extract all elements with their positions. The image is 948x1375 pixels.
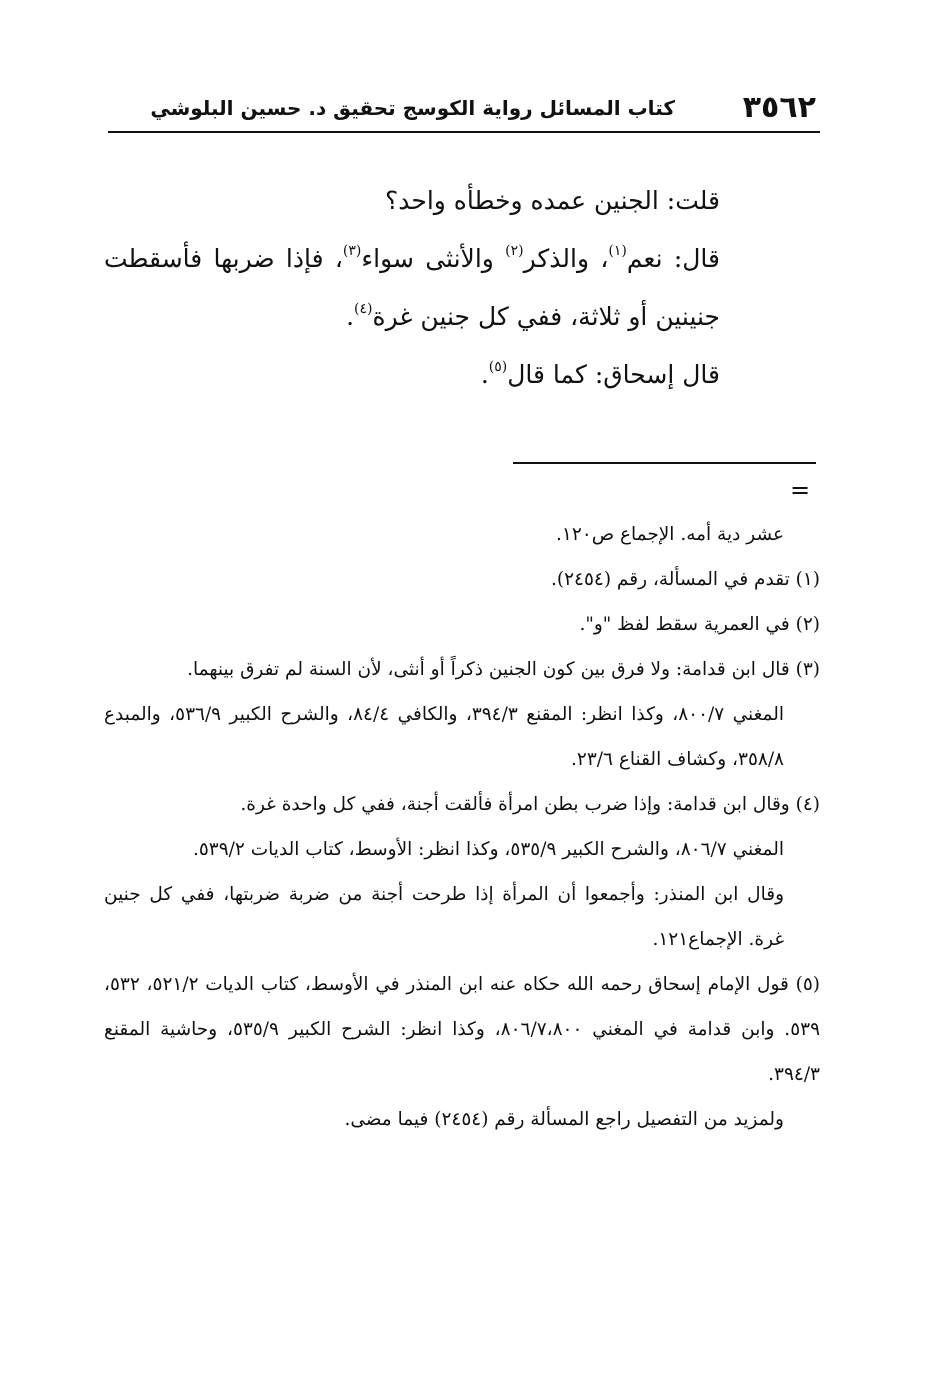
footnote-5: (٥) قول الإمام إسحاق رحمه الله حكاه عنه ابن المنذر في الأوسط، كتاب الديات ٥٢١/٢، ٥٣٢، ٥٣٩. وابن قدامة في المغني ٨٠٦/٧،٨٠٠، وكذا انظر: الشرح الكبير ٥٣٥/٩، وحاشية المقنع ٣٩٤/٣. xyxy=(104,974,821,1085)
footnote-4: (٤) وقال ابن قدامة: وإذا ضرب بطن امرأة فألقت أجنة، ففي كل واحدة غرة. xyxy=(240,794,820,815)
answer-text-e: . xyxy=(346,302,355,331)
main-text xyxy=(104,172,720,404)
continuation-mark: = xyxy=(790,476,811,504)
page-number: ٣٥٦٢ xyxy=(742,90,816,125)
footnote-ref-3: (٣) xyxy=(342,242,362,259)
ishaq-paragraph xyxy=(104,346,720,404)
footnote-3: (٣) قال ابن قدامة: ولا فرق بين كون الجنين ذكراً أو أنثى، لأن السنة لم تفرق بينهما. xyxy=(187,659,820,680)
footnote-3-continuation: المغني ٨٠٠/٧، وكذا انظر: المقنع ٣٩٤/٣، والكافي ٨٤/٤، والشرح الكبير ٥٣٦/٩، والمبدع ٣٥٨/٨، وكشاف القناع ٢٣/٦. xyxy=(104,704,785,770)
footnote-5-continuation: ولمزيد من التفصيل راجع المسألة رقم (٢٤٥٤) فيما مضى. xyxy=(344,1109,784,1130)
footnote-4-continuation-2: وقال ابن المنذر: وأجمعوا أن المرأة إذا طرحت أجنة من ضربة ضربتها، ففي كل جنين غرة. الإجماع١٢١. xyxy=(104,884,784,950)
footnote-ref-1: (١) xyxy=(608,242,627,259)
footnote-4-continuation: المغني ٨٠٦/٧، والشرح الكبير ٥٣٥/٩، وكذا انظر: الأوسط، كتاب الديات ٥٣٩/٢. xyxy=(192,839,784,860)
footnote-ref-2: (٢) xyxy=(505,242,524,259)
answer-text-d: ، فإذا ضربها فأسقطت جنينين أو ثلاثة، ففي كل جنين غرة xyxy=(104,244,720,331)
running-title: كتاب المسائل رواية الكوسج تحقيق د. حسين البلوشي xyxy=(150,96,675,120)
ishaq-text-b: . xyxy=(480,360,489,389)
footnote-carryover: عشر دية أمه. الإجماع ص١٢٠. xyxy=(556,524,784,545)
footnote-separator xyxy=(513,462,816,464)
footnote-2: (٢) في العمرية سقط لفظ "و". xyxy=(579,614,820,635)
answer-text-b: ، والذكر xyxy=(523,244,609,273)
footnote-ref-5: (٥) xyxy=(488,358,508,375)
footnotes xyxy=(104,512,820,1142)
footnote-1: (١) تقدم في المسألة، رقم (٢٤٥٤). xyxy=(550,569,820,590)
footnote-ref-4: (٤) xyxy=(354,300,373,317)
answer-paragraph xyxy=(104,230,720,346)
answer-text-c: والأنثى سواء xyxy=(361,244,506,273)
page-header xyxy=(108,88,820,128)
header-rule xyxy=(108,131,820,133)
question-paragraph: قلت: الجنين عمده وخطأه واحد؟ xyxy=(384,186,720,215)
answer-text-a: قال: نعم xyxy=(626,244,720,273)
ishaq-text-a: قال إسحاق: كما قال xyxy=(507,360,720,389)
